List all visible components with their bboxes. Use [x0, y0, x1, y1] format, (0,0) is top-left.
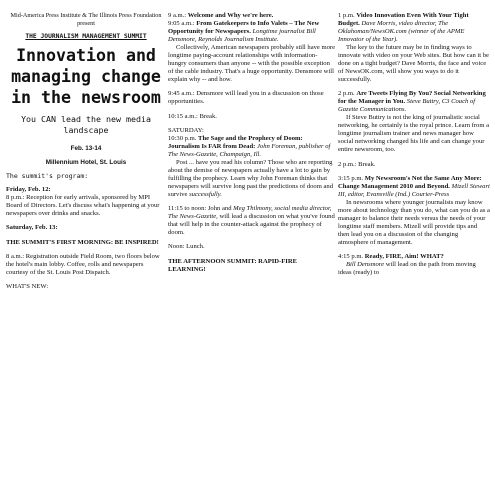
brochure-title: Innovation and managing change in the newsroom [11, 45, 161, 107]
session-description: Collectively, American newspapers probably still have more longtime paying-account relationships with information-hungry consumers than anyone -- with the possible exception of the cable industry. That's a huge opportunity. Densmore will explain why -- and how. [168, 44, 336, 83]
registration-text: 8 a.m.: Registration outside Field Room, two floors below the hotel's main lobby. Coffee, rolls and newspapers courtesy of the St. Louis Post Dispatch. [6, 253, 160, 277]
session-description: Post ... have you read his column? Those who are reporting about the demise of newspapers actually have a lot to gain by fulfilling the prophecy. Learn why John Foreman thinks that newspapers will survive long past the predictions of doom and survive [168, 158, 333, 198]
org-line: Mid-America Press Institute & The Illinois Press Foundation present [10, 12, 162, 27]
break-item: 2 p.m.: Break. [338, 160, 376, 168]
session-title: Video Innovation Even With Your Tight Budget. [338, 12, 469, 27]
session-ready-fire [338, 253, 490, 277]
session-time: 9 a.m.: [168, 12, 187, 19]
session-welcome [168, 12, 336, 84]
session-description: If Steve Buttry is not the king of journalistic social networking, he certainly is the royal prince. Learn from a longtime journalism trainer and news manager how social networking changed his life and can change your entire newsroom, too. [338, 114, 490, 154]
session-time: 2 p.m. [338, 90, 355, 98]
session-speaker: Meg Thilmony, social media director, The News-Gazette, [168, 205, 332, 221]
friday-block [6, 186, 166, 218]
session-speaker: John Foreman, publisher of The News-Gazette, Champaign, Ill. [168, 142, 331, 158]
session-discussion: 9:45 a.m.: Densmore will lead you in a discussion on those opportunities. [168, 90, 324, 106]
session-description: will lead a discussion on what you've found that will help in the counter-attack against the prophecy of doom. [168, 213, 335, 237]
session-speaker: Steve Buttry, C3 Coach of Gazette Communications. [338, 98, 476, 114]
saturday-label: SATURDAY: [168, 126, 204, 134]
lunch-item: Noon: Lunch. [168, 243, 205, 251]
column-middle [168, 12, 336, 280]
morning-heading: THE SUMMIT'S FIRST MORNING: BE INSPIRED! [6, 238, 159, 246]
session-tweets [338, 90, 490, 154]
session-title: Welcome and Why we're here. [187, 12, 274, 19]
session-video [338, 12, 490, 84]
session-change [338, 175, 490, 247]
session-sage [168, 127, 336, 199]
brochure-subtitle: You CAN lead the new media landscape [21, 113, 151, 135]
saturday-heading: Saturday, Feb. 13: [6, 224, 58, 232]
session-time: 4:15 p.m. [338, 253, 364, 261]
session-lead: 11:15 to noon: John and [168, 205, 232, 213]
column-left [6, 12, 166, 298]
column-right [338, 12, 490, 283]
session-description: will lead on the path from moving ideas (ready) to [338, 261, 476, 277]
session-title: The Sage and the Prophecy of Doom: Journalism Is FAR from Dead: [168, 134, 303, 150]
session-speaker: Mizell Stewart III, editor, Evansville (Ind.) Courier-Press [338, 182, 490, 198]
session-time: 1 p.m. [338, 12, 355, 19]
session-counterattack [168, 205, 336, 237]
session-title: From Gatekeepers to Info Valets – The New Opportunity for Newspapers. [168, 20, 320, 35]
session-description: In newsrooms where younger journalists may know more about technology than you do, what can you do as a manager to balance their needs versus the needs of your longtime staff members. Mizell will provide tips and then lead you on a discussion of the changing atmosphere of management. [338, 198, 490, 246]
break-item: 10:15 a.m.: Break. [168, 112, 217, 120]
session-speaker: Bill Densmore [346, 261, 385, 269]
session-description-end: successfully. [189, 190, 222, 198]
friday-heading: Friday, Feb. 12: [6, 186, 51, 194]
session-time: 3:15 p.m. [338, 174, 364, 182]
session-time: 10:30 p.m. [168, 134, 197, 142]
session-time: 9:05 a.m.: [168, 20, 195, 27]
event-dates: Feb. 13-14 [70, 144, 102, 152]
session-description: The key to the future may be in finding ways to innovate with video on your Web sites. But how can it be done on a tight budget? Dave Morris, the face and voice of NewsOK.com, will show you ways to do it successfully. [338, 44, 489, 83]
session-speaker: Longtime journalist Bill Densmore, Reynolds Journalism Institute. [168, 28, 316, 43]
summit-banner: THE JOURNALISM MANAGEMENT SUMMIT [25, 33, 147, 41]
friday-text: 8 p.m.: Reception for early arrivals, sponsored by MPI Board of Directors. Let's discuss what's happening at your newspapers over drinks and snacks. [6, 194, 160, 218]
whats-new-label: WHAT'S NEW: [6, 283, 49, 291]
event-venue: Millennium Hotel, St. Louis [45, 158, 127, 166]
session-title: My Newsroom's Not the Same Any More: Change Management 2010 and Beyond. [338, 174, 482, 190]
session-title: Are Tweets Flying By You? Social Networking for the Manager in You. [338, 90, 486, 106]
program-heading: The summit's program: [6, 171, 89, 180]
session-title: Ready, FIRE, Aim! WHAT? [364, 253, 444, 261]
afternoon-heading: THE AFTERNOON SUMMIT: RAPID-FIRE LEARNING! [168, 257, 298, 273]
session-speaker: Dave Morris, video director, The Oklahoman/NewsOK.com (winner of the APME Innovator of the Year). [338, 20, 465, 43]
